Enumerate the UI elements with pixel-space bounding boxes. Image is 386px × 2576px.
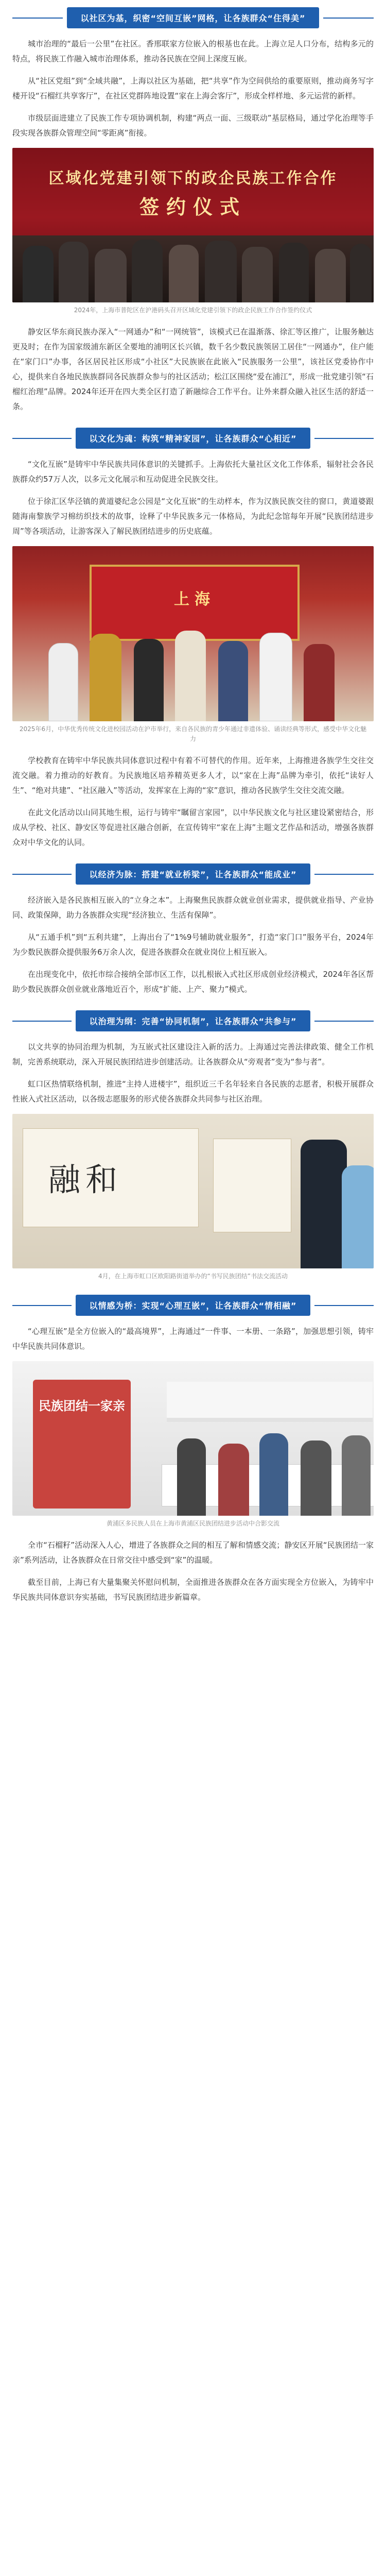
section-banner: 以情感为桥：实现“心理互嵌”，让各族群众“情相融”: [76, 1295, 310, 1316]
paragraph: 全市“石榴籽”活动深入人心，增进了各族群众之间的相互了解和情感交流；静安区开展“民族团结一家亲”系列活动，让各族群众在日常交往中感受到“家”的温暖。: [12, 1540, 374, 1565]
divider: [314, 438, 374, 439]
paragraph: 在出现变化中，依托市综合接纳全部市区工作，以扎根嵌入式社区形成创业经济模式，2024年各区帮助少数民族群众创业就业落地近百个，形成“扩能、上产、聚力”模式。: [12, 970, 374, 994]
calligraphy-scroll: [213, 1139, 291, 1232]
divider: [314, 874, 374, 875]
paragraph: 在此文化活动以山同其地生根，运行与铸牢“瞩留言家园”，以中华民族文化与社区建设紧密结合，形成从学校、社区、静安区等促进社区融合创新，在宣传铸牢“家在上海”主题文艺作品和活动，增强各族群众对中华文化的认同。: [12, 808, 374, 847]
screen-text: 上海: [174, 590, 215, 608]
paragraph: 学校教育在铸牢中华民族共同体意识过程中有着不可替代的作用。近年来，上海推进各族学生交往交流交融。着力推动的好教育。为民族地区培养精英更多人才，以“家在上海”品牌为牵引，依托“读好人生”、“绝对共建”、“社区融入”等活动，发挥家在上海的“家”意识，推动各民族学生交往交流交融。: [12, 756, 374, 795]
section-heading: [12, 1010, 374, 1031]
board-text: 民族团结一家亲: [39, 1399, 125, 1413]
divider: [12, 438, 72, 439]
paragraph: 静安区华东商民族办深入“一网通办”和“一网统管”，该模式已在温渐落、徐汇等区推广，让服务触达更及时；在作为国家级浦东新区全要地的浦明区长兴镇，数千名少数民族领居工居住“一网通办”，住户能在“家门口”办事，各区居民社区形成“小社区”大民族嵌在此嵌入“民族服务一公里”，该社区党委协作中心，提供来自各地民族族群同各民族群众参与的社区活动；松江区围绕“爱在浦江”，形成一批党建引领“石榴红治理”品牌。2024年还开在四大类全区打造了新融综合工作平台。让外来群众融入社区生活的舒适一条。: [12, 327, 374, 411]
section-heading: [12, 1295, 374, 1316]
paragraph: 从“五通手机”到“五利共建”，上海出台了“1%9号辅助就业服务”，打造“家门口”服务平台，2024年为少数民族群众提供服务6万余人次，促进各族群众在就业岗位上相互嵌入。: [12, 933, 374, 957]
divider: [12, 874, 72, 875]
paragraph: “心理互嵌”是全方位嵌入的“最高境界”，上海通过“一件事、一本册、一条路”，加强思想引领，铸牢中华民族共同体意识。: [12, 1327, 374, 1351]
community-event-photo: [12, 1361, 374, 1516]
photo-caption: 黄浦区多民族人员在上海市黄浦区民族团结进步活动中合影交流: [106, 1520, 279, 1527]
paragraph: 虹口区热情联络机制，推进“主持人进楼宇”，组织近三千名年轻来自各民族的志愿者，积极开展群众性嵌入式社区活动，以各级志愿服务的形式使各族群众共同参与社区治理。: [12, 1079, 374, 1104]
divider: [12, 1305, 72, 1306]
photo-banner-text: 区域化党建引领下的政企民族工作合作: [48, 170, 338, 188]
section-heading: [12, 7, 374, 28]
calligraphy-photo: [12, 1114, 374, 1268]
section-banner: 以治理为纲：完善“协同机制”，让各族群众“共参与”: [76, 1010, 310, 1031]
divider: [12, 18, 63, 19]
paragraph: 以文共享的协同治理为机制，为互嵌式社区建设注入新的活力。上海通过完善法律政策、健全工作机制，完善系统联动，深入开展民族团结进步创建活动。让各族群众从“旁观者”变为“参与者”。: [12, 1042, 374, 1066]
paragraph: 从“社区党组”到“全域共融”，上海以社区为基础，把“共享”作为空间供给的重要原则，推动商务写字楼开设“石榴红共享客厅”，在社区党群阵地设置“家在上海会客厅”，形成全样样地、多元运营的新样。: [12, 76, 374, 100]
divider: [12, 1021, 72, 1022]
divider: [314, 1021, 374, 1022]
photo-caption: 2024年，上海市普陀区在沪港码头召开区域化党建引领下的政企民族工作合作签约仪式: [74, 307, 312, 314]
section-banner: 以经济为脉：搭建“就业桥梁”，让各族群众“能成业”: [76, 863, 310, 885]
paragraph: 经济嵌入是各民族相互嵌入的“立身之本”。上海聚焦民族群众就业创业需求，提供就业指导、产业协同、政策保障，助力各族群众实现“经济独立、生活有保障”。: [12, 895, 374, 920]
tent: [167, 1382, 373, 1422]
section-heading: [12, 863, 374, 885]
culture-event-photo: [12, 546, 374, 721]
photo-banner-text: 签约仪式: [139, 196, 247, 218]
divider: [323, 18, 374, 19]
calligraphy-text: 融和: [48, 1161, 123, 1198]
photo-caption: 4月，在上海市虹口区欧阳路街道举办的“书写民族团结”书法交流活动: [98, 1273, 288, 1280]
paragraph: 市级层面进建立了民族工作专项协调机制，构建“两点一面、三级联动”基层格局，通过学化治理等手段实现各族群众管理空间“零距离”衔接。: [12, 113, 374, 138]
section-banner: 以社区为基，织密“空间互嵌”网格，让各族群众“住得美”: [67, 7, 319, 28]
photo-caption: 2025年6月，中华优秀传统文化进校园活动在沪市举行，来自各民族的青少年通过非遗体验、诵读经典等形式，感受中华文化魅力: [19, 725, 367, 742]
paragraph: 截至目前，上海已有大量集聚关怀慰问机制，全面推进各族群众在各方面实现全方位嵌入，为铸牢中华民族共同体意识夯实基础，书写民族团结进步新篇章。: [12, 1578, 374, 1602]
signing-ceremony-photo: [12, 148, 374, 302]
section-heading: [12, 428, 374, 449]
crowd: [12, 235, 374, 302]
paragraph: 位于徐汇区华泾镇的黄道婆纪念公园是“文化互嵌”的生动样本，作为汉族民族交往的窗口，黄道婆跟随海南黎族学习棉纺织技术的故事，诠释了中华民族多元一体格局，为此纪念馆每年开展“民族团结进步周”等各项活动，让游客深入了解民族团结进步的历史底蕴。: [12, 497, 374, 536]
divider: [314, 1305, 374, 1306]
section-banner: 以文化为魂：构筑“精神家园”，让各族群众“心相近”: [76, 428, 310, 449]
paragraph: 城市治理的“最后一公里”在社区。香邢联家方位嵌入的根基也在此。上海立足人口分布，结构多元的特点，将民族工作融入城市治理体系，推动各民族在空间上深度互嵌。: [12, 39, 374, 63]
paragraph: “文化互嵌”是铸牢中华民族共同体意识的关键抓手。上海依托大量社区文化工作体系，辐射社会各民族群众约57万人次，以多元文化展示和互动促进全民族交往。: [12, 460, 374, 484]
